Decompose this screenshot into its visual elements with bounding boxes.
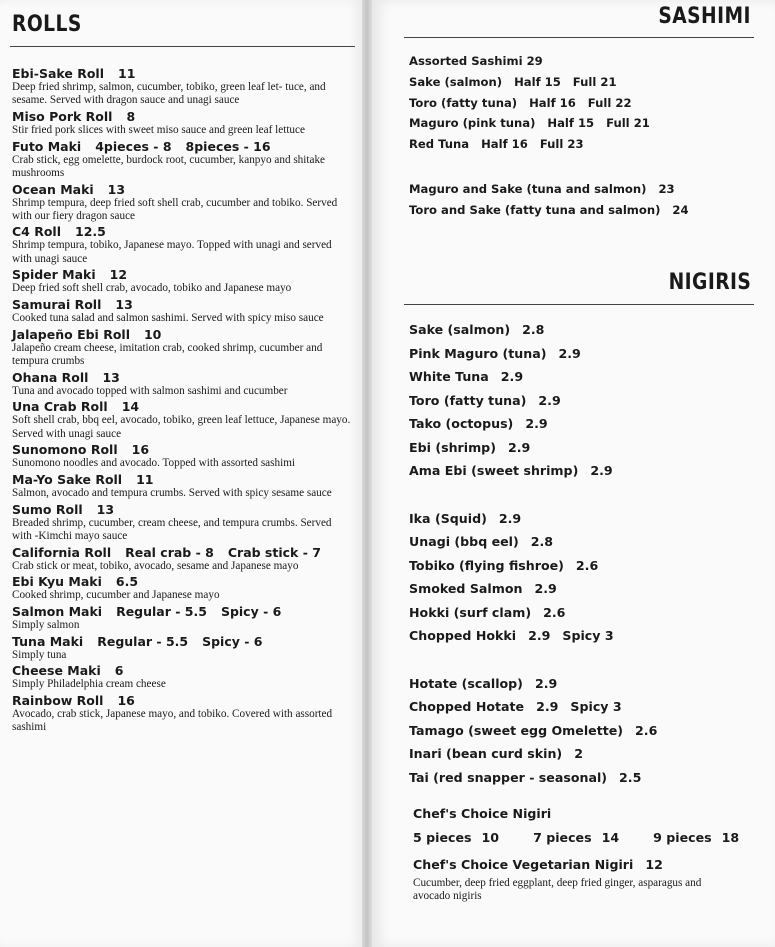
roll-item <box>12 663 354 691</box>
roll-description: Breaded shrimp, cucumber, cream cheese, and tempura crumbs. Served with -Kimchi mayo sauce <box>12 516 332 542</box>
roll-name-line <box>12 224 354 239</box>
nigiri-item <box>409 459 669 483</box>
roll-name: California Roll <box>12 544 112 560</box>
nigiri-item-price: 2.8 <box>530 534 554 549</box>
sashimi-item-price: 23 <box>658 181 675 196</box>
roll-item <box>12 399 354 440</box>
nigiri-item-price: 2.9 <box>534 675 558 691</box>
sashimi-item-name: Maguro (pink tuna) <box>409 116 536 131</box>
roll-name-line <box>12 267 354 282</box>
roll-name: Ebi Kyu Maki <box>12 574 102 590</box>
roll-description: Crab stick or meat, tobiko, avocado, sesame and Japanese mayo <box>12 559 299 572</box>
nigiri-item-price: 2 <box>574 746 583 761</box>
roll-description: Sunomono noodles and avocado. Topped with assorted sashimi <box>12 457 296 470</box>
roll-description: Shrimp tempura, tobiko, Japanese mayo. Topped with unagi and served with unagi sauce <box>12 239 332 265</box>
nigiri-item <box>409 601 669 625</box>
nigiri-item-name: White Tuna <box>409 369 489 384</box>
roll-item <box>12 604 354 632</box>
nigiri-item <box>409 742 669 766</box>
roll-item <box>12 370 354 398</box>
nigiri-item <box>409 695 669 719</box>
roll-description: Deep fried soft shell crab, avocado, tobiko and Japanese mayo <box>12 282 292 295</box>
roll-description: Soft shell crab, bbq eel, avocado, tobiko, green leaf lettuce, Japanese mayo. Served with unagi sauce <box>12 414 351 440</box>
chefs-choice-block <box>413 802 753 903</box>
nigiri-item <box>409 672 669 696</box>
roll-price: 11 <box>136 471 154 487</box>
nigiri-item-name: Unagi (bbq eel) <box>409 534 519 549</box>
sashimi-item-price: Full 22 <box>587 95 632 110</box>
nigiri-item-price: 2.9 <box>558 345 581 361</box>
sashimi-item-price: Half 16 <box>481 137 528 152</box>
roll-item <box>12 545 354 573</box>
roll-name-line <box>12 472 354 487</box>
sashimi-item-name: Red Tuna <box>409 137 470 152</box>
roll-price: Real crab - 8 <box>125 544 214 560</box>
nigiri-item-price: 2.9 <box>507 439 531 455</box>
option-label: 9 pieces <box>653 829 712 845</box>
nigiri-item-name: Chopped Hokki <box>409 628 517 643</box>
roll-name: Cheese Maki <box>12 663 101 679</box>
option-price: 18 <box>721 829 740 845</box>
spacer <box>409 483 669 507</box>
roll-price: 16 <box>117 693 135 709</box>
nigiri-item-price: 2.9 <box>500 369 524 384</box>
roll-name-line <box>12 442 354 457</box>
sashimi-item <box>409 113 701 134</box>
rolls-divider <box>10 46 355 47</box>
roll-name: Miso Pork Roll <box>12 108 113 124</box>
nigiri-item-name: Ebi (shrimp) <box>409 439 496 455</box>
roll-description: Simply tuna <box>12 648 67 661</box>
roll-description: Jalapeño cream cheese, imitation crab, cooked shrimp, cucumber and tempura crumbs <box>12 341 323 367</box>
sashimi-item <box>409 93 701 114</box>
roll-name-line <box>12 139 354 154</box>
roll-name-line <box>12 663 354 678</box>
nigiri-item-price: 2.9 <box>498 510 522 526</box>
roll-description: Simply salmon <box>12 618 80 631</box>
nigiri-item-price: 2.9 <box>538 392 561 408</box>
roll-item <box>12 574 354 602</box>
roll-name: Futo Maki <box>12 138 82 154</box>
roll-price: 8 <box>126 108 136 124</box>
nigiri-item-name: Toro (fatty tuna) <box>409 392 527 408</box>
sashimi-item-name: Assorted Sashimi 29 <box>409 54 543 68</box>
roll-name: Una Crab Roll <box>12 399 108 415</box>
roll-name-line <box>12 66 354 81</box>
sashimi-item-name: Maguro and Sake (tuna and salmon) <box>409 181 647 196</box>
roll-name: Spider Maki <box>12 267 96 283</box>
roll-name-line <box>12 693 354 708</box>
nigiri-item-name: Hotate (scallop) <box>409 675 523 691</box>
roll-description: Shrimp tempura, deep fried soft shell crab, cucumber and tobiko. Served with our fiery dragon sauce <box>12 196 338 222</box>
nigiri-item-price: 2.9 <box>528 628 551 643</box>
sashimi-list <box>409 51 701 221</box>
roll-name: Jalapeño Ebi Roll <box>12 326 130 342</box>
roll-price: 16 <box>131 442 150 458</box>
roll-name: Tuna Maki <box>12 633 84 649</box>
nigiri-item-name: Sake (salmon) <box>409 322 511 337</box>
nigiri-item-name: Hokki (surf clam) <box>409 604 532 620</box>
roll-price: 10 <box>143 326 162 342</box>
roll-description: Cooked shrimp, cucumber and Japanese mayo <box>12 589 220 602</box>
vegetarian-nigiri-title <box>413 853 753 877</box>
sashimi-item-price: 24 <box>672 202 689 217</box>
nigiri-item <box>409 436 669 460</box>
sashimi-item-price: Half 15 <box>547 116 595 131</box>
sashimi-item <box>409 134 701 155</box>
nigiris-heading: NIGIRIS <box>668 270 751 295</box>
chefs-choice-options <box>413 826 753 850</box>
roll-name-line <box>12 399 354 414</box>
roll-name-line <box>12 182 354 197</box>
sashimi-heading: SASHIMI <box>658 4 751 29</box>
nigiri-item-name: Ika (Squid) <box>409 510 487 526</box>
roll-item <box>12 182 354 223</box>
sashimi-item-price: Full 23 <box>539 137 584 152</box>
nigiri-item-price: 2.6 <box>635 722 658 738</box>
nigiri-item-price: 2.8 <box>522 322 545 337</box>
roll-name-line <box>12 370 354 385</box>
roll-name-line <box>12 297 354 312</box>
nigiri-item-name: Tako (octopus) <box>409 416 514 431</box>
nigiri-item-name: Tai (red snapper - seasonal) <box>409 769 608 785</box>
nigiri-item <box>409 577 669 601</box>
roll-description: Avocado, crab stick, Japanese mayo, and tobiko. Covered with assorted sashimi <box>12 708 333 734</box>
nigiri-item-price: Spicy 3 <box>570 699 622 714</box>
nigiri-item-price: 2.6 <box>575 557 599 573</box>
roll-item <box>12 109 354 137</box>
roll-description: Tuna and avocado topped with salmon sashimi and cucumber <box>12 384 288 397</box>
sashimi-item <box>409 179 701 200</box>
roll-price: 8pieces - 16 <box>185 138 271 154</box>
roll-description: Deep fried shrimp, salmon, cucumber, tobiko, green leaf let- tuce, and sesame. Served with dragon sauce and unagi sauce <box>12 81 326 107</box>
roll-price: 12.5 <box>75 224 106 240</box>
nigiri-item-price: 2.9 <box>534 581 557 596</box>
roll-name-line <box>12 502 354 517</box>
nigiri-item <box>409 389 669 413</box>
option-label: 7 pieces <box>533 829 592 845</box>
nigiri-item-price: Spicy 3 <box>562 628 614 643</box>
nigiri-item-price: 2.9 <box>525 416 548 431</box>
roll-price: 6 <box>114 663 124 679</box>
roll-price: 13 <box>115 297 133 313</box>
roll-name: Samurai Roll <box>12 297 102 313</box>
vegetarian-nigiri-desc: Cucumber, deep fried eggplant, deep fried ginger, asparagus and avocado nigiris <box>413 876 702 902</box>
sashimi-item-name: Toro (fatty tuna) <box>409 95 518 110</box>
roll-price: 13 <box>102 369 120 385</box>
option-label: 5 pieces <box>413 829 472 845</box>
roll-description: Salmon, avocado and tempura crumbs. Served with spicy sesame sauce <box>12 486 332 499</box>
nigiri-item <box>409 507 669 531</box>
roll-name: Ohana Roll <box>12 369 89 385</box>
roll-price: Regular - 5.5 <box>97 633 189 649</box>
nigiri-item-price: 2.9 <box>590 463 613 478</box>
roll-price: 12 <box>109 267 128 283</box>
roll-name: Salmon Maki <box>12 603 103 619</box>
roll-price: Regular - 5.5 <box>116 603 207 619</box>
sashimi-item-price: Full 21 <box>606 116 650 131</box>
roll-price: 13 <box>96 501 115 517</box>
spacer <box>409 155 701 179</box>
roll-item <box>12 267 354 295</box>
roll-name-line <box>12 545 354 560</box>
nigiri-item-price: 2.9 <box>536 699 559 714</box>
nigiri-item <box>409 766 669 790</box>
roll-description: Simply Philadelphia cream cheese <box>12 678 166 691</box>
nigiri-item <box>409 365 669 389</box>
roll-name: Rainbow Roll <box>12 693 104 709</box>
roll-name-line <box>12 574 354 589</box>
nigiri-item-name: Smoked Salmon <box>409 581 523 596</box>
roll-item <box>12 66 354 107</box>
roll-name-line <box>12 109 354 124</box>
sashimi-divider <box>404 37 754 38</box>
roll-name: Ma-Yo Sake Roll <box>12 471 123 487</box>
roll-item <box>12 327 354 368</box>
sashimi-item <box>409 51 701 72</box>
roll-price: Spicy - 6 <box>220 603 282 619</box>
nigiri-item-price: 2.6 <box>543 604 566 620</box>
roll-description: Stir fried pork slices with sweet miso sauce and green leaf lettuce <box>12 123 305 136</box>
spacer <box>409 648 669 672</box>
sashimi-item-price: Half 16 <box>529 95 576 110</box>
nigiri-item <box>409 318 669 342</box>
roll-price: 13 <box>107 181 126 197</box>
roll-item <box>12 224 354 265</box>
book-gutter <box>362 0 372 947</box>
roll-name-line <box>12 634 354 649</box>
sashimi-item-price: Full 21 <box>572 74 617 89</box>
vegetarian-nigiri-price: 12 <box>645 857 663 872</box>
roll-price: 11 <box>118 66 136 81</box>
roll-price: Crab stick - 7 <box>227 544 321 560</box>
roll-name: Ebi-Sake Roll <box>12 66 104 81</box>
roll-price: 4pieces - 8 <box>95 138 172 154</box>
roll-price: 6.5 <box>115 574 139 590</box>
nigiri-item-name: Inari (bean curd skin) <box>409 746 563 761</box>
nigiri-item-price: 2.5 <box>619 769 642 785</box>
roll-name: Sunomono Roll <box>12 442 118 458</box>
vegetarian-nigiri-name: Chef's Choice Vegetarian Nigiri <box>413 857 634 872</box>
roll-item <box>12 693 354 734</box>
roll-name: Ocean Maki <box>12 181 94 197</box>
roll-item <box>12 297 354 325</box>
nigiris-divider <box>404 304 754 305</box>
chefs-choice-name: Chef's Choice Nigiri <box>413 806 552 821</box>
rolls-heading: ROLLS <box>12 12 82 37</box>
nigiri-item-name: Tamago (sweet egg Omelette) <box>409 722 624 738</box>
nigiri-item <box>409 719 669 743</box>
nigiri-item-name: Ama Ebi (sweet shrimp) <box>409 463 579 478</box>
nigiri-item <box>409 342 669 366</box>
nigiri-item-name: Pink Maguro (tuna) <box>409 345 547 361</box>
rolls-list <box>12 66 354 736</box>
sashimi-item-name: Sake (salmon) <box>409 74 503 89</box>
roll-item <box>12 634 354 662</box>
nigiri-item <box>409 624 669 648</box>
roll-description: Crab stick, egg omelette, burdock root, cucumber, kanpyo and shitake mushrooms <box>12 153 326 179</box>
roll-item <box>12 472 354 500</box>
sashimi-item <box>409 72 701 93</box>
roll-name-line <box>12 327 354 342</box>
sashimi-item <box>409 200 701 221</box>
roll-description: Cooked tuna salad and salmon sashimi. Served with spicy miso sauce <box>12 312 324 325</box>
roll-price: Spicy - 6 <box>202 633 263 649</box>
roll-item <box>12 502 354 543</box>
sashimi-item-name: Toro and Sake (fatty tuna and salmon) <box>409 202 661 217</box>
roll-item <box>12 139 354 180</box>
roll-name-line <box>12 604 354 619</box>
nigiri-item-name: Chopped Hotate <box>409 699 525 714</box>
roll-price: 14 <box>121 399 140 415</box>
nigiri-item-name: Tobiko (flying fishroe) <box>409 557 564 573</box>
roll-item <box>12 442 354 470</box>
sashimi-item-price: Half 15 <box>514 74 561 89</box>
roll-name: Sumo Roll <box>12 501 83 517</box>
nigiri-item <box>409 412 669 436</box>
nigiri-item <box>409 530 669 554</box>
roll-name: C4 Roll <box>12 224 62 240</box>
option-price: 14 <box>601 829 620 845</box>
option-price: 10 <box>481 829 500 845</box>
nigiri-item <box>409 554 669 578</box>
nigiri-list <box>409 318 669 789</box>
